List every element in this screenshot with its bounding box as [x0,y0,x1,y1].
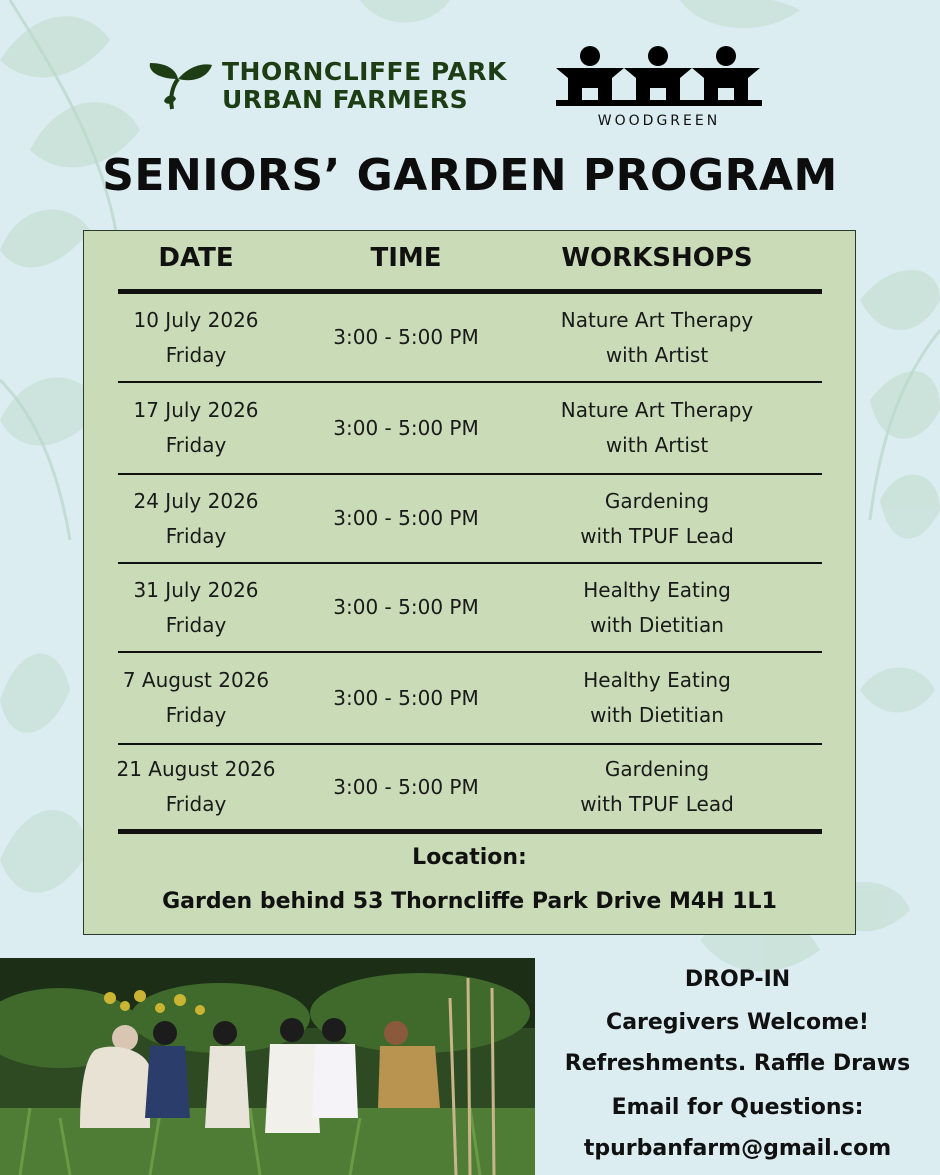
row-time: 3:00 - 5:00 PM [333,325,479,349]
table-row [84,564,857,651]
location-label: Location: [412,845,527,870]
row-date: 21 August 2026 [116,757,276,781]
row-workshop: Gardening [604,757,710,781]
location-address: Garden behind 53 Thorncliffe Park Drive M4H 1L1 [162,889,777,914]
row-day: Friday [165,433,227,457]
row-workshop-host: with TPUF Lead [580,523,734,548]
page-title: SENIORS’ GARDEN PROGRAM [102,150,838,201]
garden-photo [0,958,535,1175]
row-workshop: Gardening [604,488,710,513]
column-header-workshops: WORKSHOPS [561,243,753,273]
houses-people-icon [556,44,762,110]
info-panel [535,958,940,1175]
row-day: Friday [165,342,227,367]
row-date: 31 July 2026 [133,577,259,602]
schedule-table [83,230,856,935]
column-header-date: DATE [158,243,234,273]
row-time: 3:00 - 5:00 PM [333,685,479,710]
row-time: 3:00 - 5:00 PM [333,506,479,530]
row-workshop: Nature Art Therapy [560,398,754,422]
row-date: 10 July 2026 [133,307,259,332]
table-row [84,294,857,381]
row-day: Friday [165,523,227,548]
row-time: 3:00 - 5:00 PM [333,595,479,619]
tpuf-line2: URBAN FARMERS [222,85,469,114]
row-workshop: Healthy Eating [583,668,731,692]
row-workshop-host: with Dietitian [590,703,724,727]
caregivers-text: Caregivers Welcome! [606,1010,869,1035]
email-address[interactable]: tpurbanfarm@gmail.com [583,1136,892,1161]
row-workshop-host: with Artist [605,342,709,367]
row-date: 7 August 2026 [122,668,270,692]
row-workshop-host: with TPUF Lead [580,792,734,816]
woodgreen-logo [556,44,762,129]
row-date: 17 July 2026 [133,398,259,422]
refreshments-text: Refreshments. Raffle Draws [564,1051,911,1076]
row-date: 24 July 2026 [133,488,259,513]
row-day: Friday [165,703,227,727]
tpuf-line1: THORNCLIFFE PARK [222,57,507,86]
table-row [84,745,857,829]
table-row [84,653,857,743]
email-label: Email for Questions: [611,1095,864,1120]
table-row [84,475,857,562]
table-row [84,383,857,473]
tpuf-logo [148,58,507,114]
footer-divider [118,829,822,834]
row-time: 3:00 - 5:00 PM [333,415,479,440]
row-day: Friday [165,612,227,637]
drop-in-text: DROP-IN [684,967,791,992]
row-time: 3:00 - 5:00 PM [333,774,479,799]
column-header-time: TIME [370,243,442,273]
woodgreen-wordmark: WOODGREEN [597,113,721,129]
row-workshop-host: with Artist [605,433,709,457]
row-day: Friday [165,792,227,816]
row-workshop: Healthy Eating [583,577,731,602]
header-logos [0,40,940,140]
row-workshop-host: with Dietitian [590,612,724,637]
row-workshop: Nature Art Therapy [560,307,754,332]
sprout-icon [148,61,212,111]
